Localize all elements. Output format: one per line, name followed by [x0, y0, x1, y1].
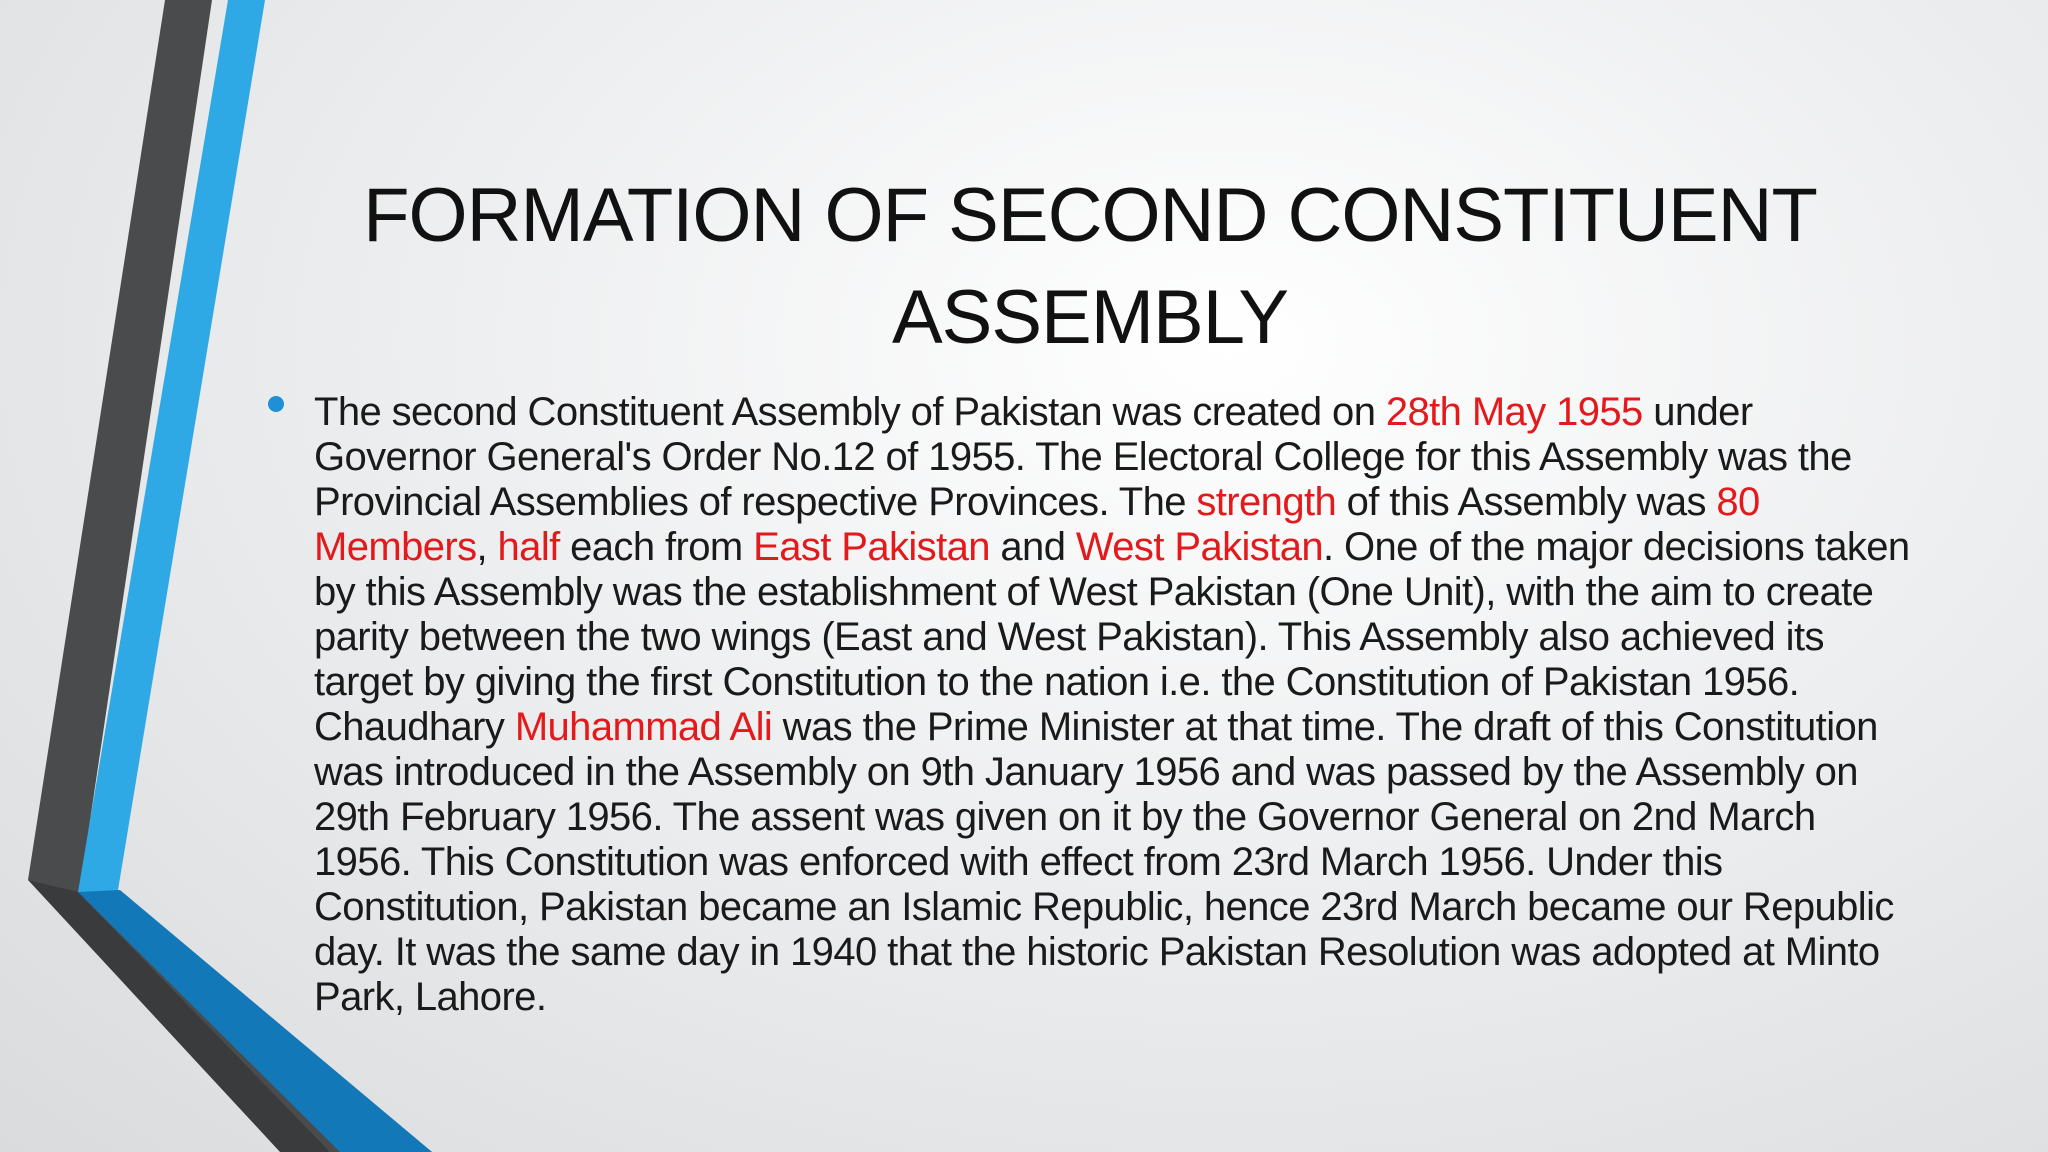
body-paragraph	[314, 390, 1920, 1020]
body-text: of this Assembly was	[1336, 480, 1717, 524]
body-text: The second Constituent Assembly of Pakistan was created on	[314, 390, 1386, 434]
slide-body	[260, 390, 1920, 1020]
body-text: was the Prime Minister at that time. The draft of this Constitution was introduced in the Assembly on 9th January 1956 and was passed by the Assembly on 29th February 1956. The assent was given on it by the Governor General on 2nd March 1956. This Constitution was enforced with effect from 23rd March 1956. Under this Constitution, Pakistan became an Islamic Republic, hence 23rd March became our Republic day. It was the same day in 1940 that the historic Pakistan Resolution was adopted at Minto Park, Lahore.	[314, 705, 1894, 1019]
body-text: and	[989, 525, 1076, 569]
highlighted-text: half	[497, 525, 560, 569]
highlighted-text: strength	[1196, 480, 1337, 524]
body-text: under Governor General's Order No.12 of 1955. The Electoral College for this Assembly was the Provincial Assemblies of respective Provinces. The	[314, 390, 1852, 524]
highlighted-text: 80 Members	[314, 480, 1760, 569]
highlighted-text: East Pakistan	[753, 525, 990, 569]
slide-title: FORMATION OF SECOND CONSTITUENT ASSEMBLY	[363, 173, 1817, 360]
body-text: . One of the major decisions taken by this Assembly was the establishment of West Pakistan (One Unit), with the aim to create parity between the two wings (East and West Pakistan). This Assembly also achieved its target by giving the first Constitution to the nation i.e. the Constitution of Pakistan 1956. Chaudhary	[314, 525, 1910, 749]
highlighted-text: Muhammad Ali	[514, 705, 773, 749]
body-text: ,	[476, 525, 498, 569]
highlighted-text: 28th May 1955	[1385, 390, 1643, 434]
body-text: each from	[559, 525, 754, 569]
highlighted-text: West Pakistan	[1075, 525, 1323, 569]
